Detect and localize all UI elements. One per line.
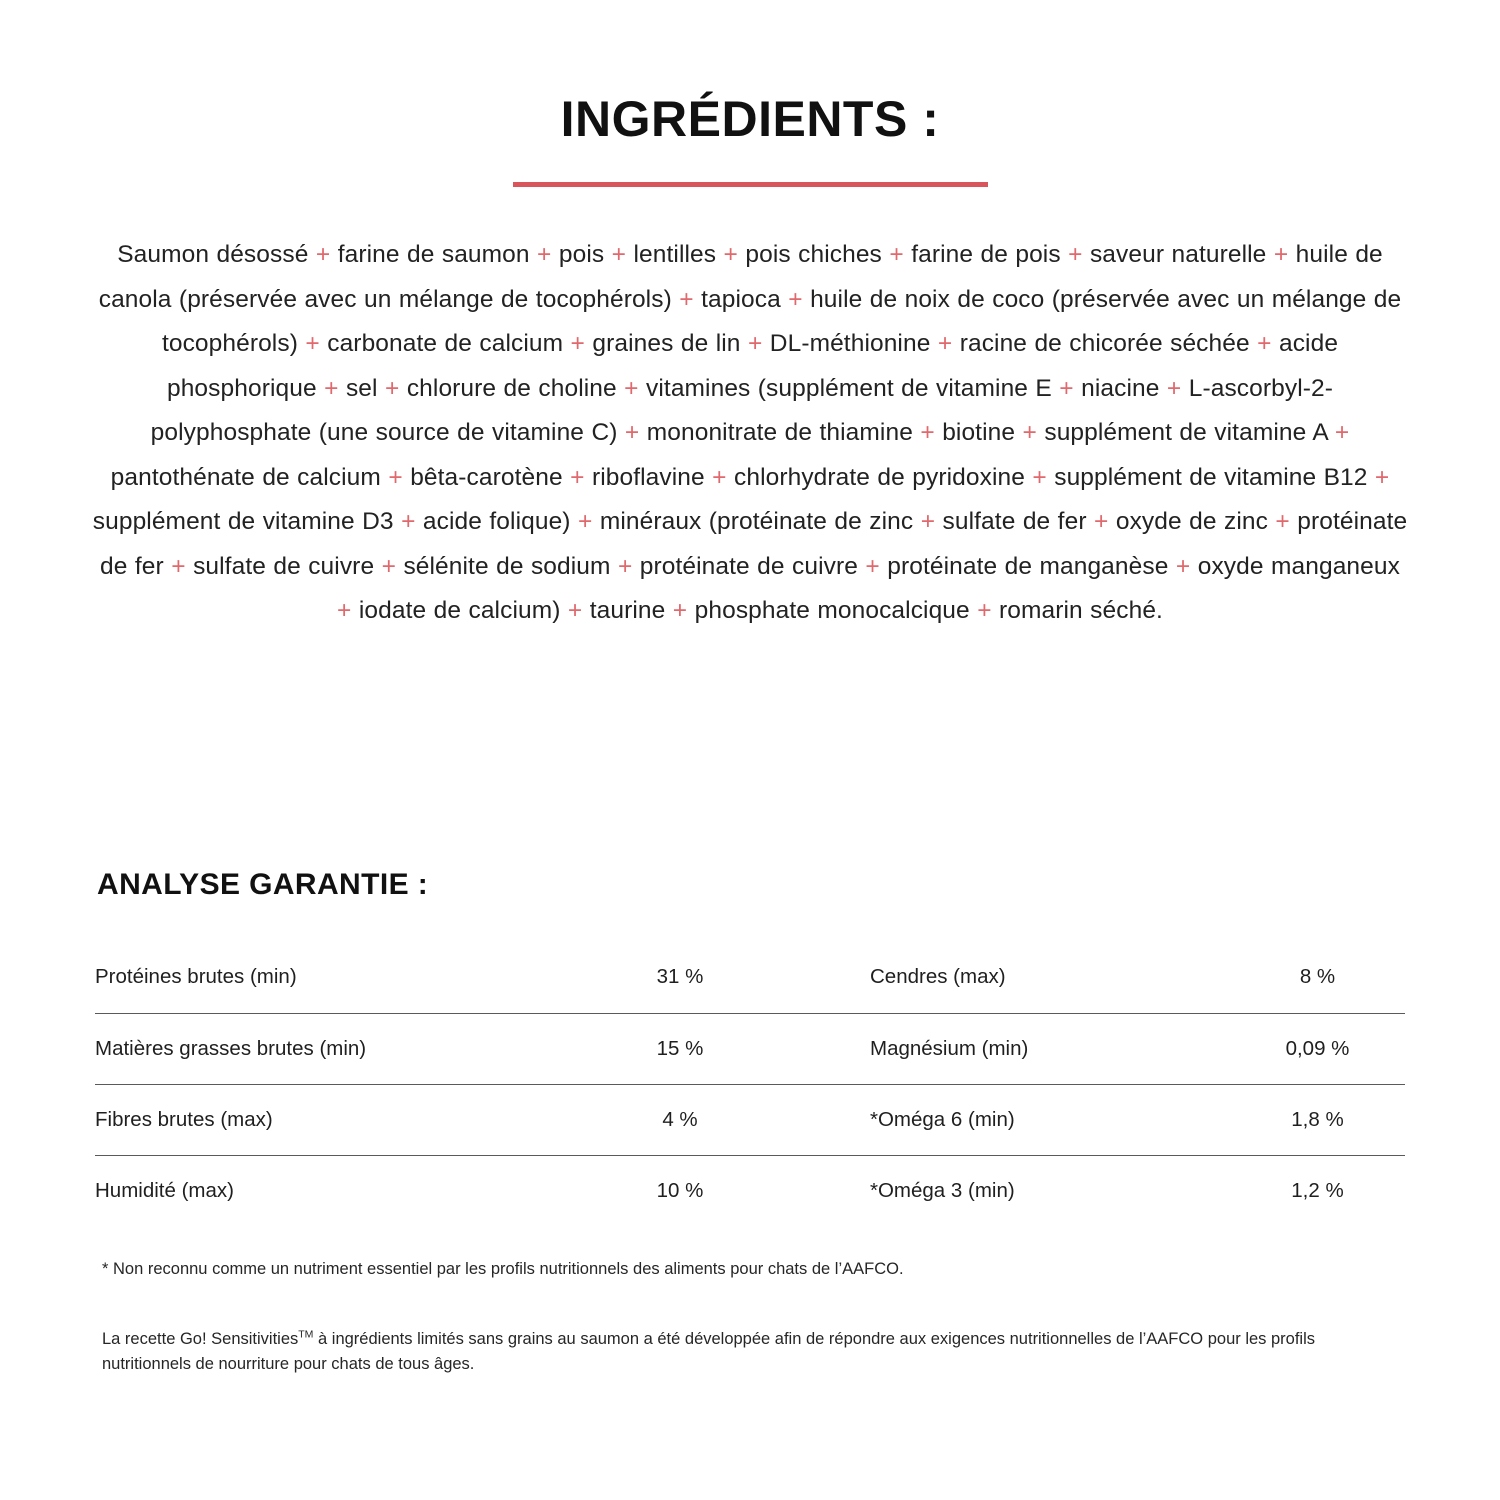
aafco-footnote-part1: La recette Go! Sensitivities <box>102 1330 299 1348</box>
ingredient-separator: + <box>889 241 904 268</box>
nutrient-value-left: 31 % <box>656 965 704 989</box>
ingredient-separator: + <box>570 330 585 357</box>
trademark-mark: TM <box>298 1328 314 1341</box>
analysis-table <box>95 942 1405 1226</box>
column-spacer <box>760 1013 870 1084</box>
ingredient-separator: + <box>171 552 186 580</box>
ingredient-separator: + <box>1032 463 1047 491</box>
asterisk-footnote: * Non reconnu comme un nutriment essentiel par les profils nutritionnels des aliments pour chats de l’AAFCO. <box>102 1260 904 1278</box>
ingredient-separator: + <box>920 419 935 446</box>
ingredient-separator: + <box>611 241 627 268</box>
ingredient-separator: + <box>1275 508 1290 535</box>
ingredient-separator: + <box>977 597 992 624</box>
ingredient-separator: + <box>920 508 936 535</box>
ingredient-separator: + <box>1374 463 1390 491</box>
table-row <box>95 1155 1405 1226</box>
ingredient-separator: + <box>788 285 803 313</box>
column-spacer <box>760 942 870 1013</box>
ingredient-separator: + <box>624 374 639 402</box>
nutrient-value-right: 1,8 % <box>1230 1084 1405 1155</box>
table-row <box>95 942 1405 1013</box>
nutrient-value-right: 8 % <box>1299 965 1336 989</box>
nutrient-value-right: 0,09 % <box>1230 1013 1405 1084</box>
ingredient-separator: + <box>1175 552 1191 580</box>
ingredient-separator: + <box>617 552 633 580</box>
nutrient-value-left: 15 % <box>600 1013 760 1084</box>
title-underline-rule <box>513 182 988 187</box>
aafco-footnote <box>102 1327 1392 1377</box>
nutrient-label-left: Matières grasses brutes (min) <box>95 1013 600 1084</box>
ingredient-separator: + <box>672 597 688 624</box>
ingredient-separator: + <box>747 330 763 357</box>
ingredient-separator: + <box>567 597 583 624</box>
analysis-title: ANALYSE GARANTIE : <box>97 868 429 901</box>
ingredients-section <box>0 0 1500 634</box>
ingredient-separator: + <box>337 597 352 624</box>
ingredient-separator: + <box>401 508 416 535</box>
ingredient-separator: + <box>937 330 953 357</box>
nutrient-label-right: *Oméga 3 (min) <box>870 1155 1230 1226</box>
ingredient-separator: + <box>865 552 880 580</box>
aafco-footnote-part2: à ingrédients limités sans grains au saumon a été développée afin de répondre aux exigences nutritionnelles de l’AAFCO pour les profils nutritionnels de nourriture pour chats de tous âges. <box>102 1330 1316 1373</box>
ingredients-title: INGRÉDIENTS : <box>560 91 940 147</box>
ingredient-separator: + <box>388 463 403 491</box>
nutrient-label-right: Magnésium (min) <box>870 1013 1230 1084</box>
ingredient-separator: + <box>537 241 552 268</box>
ingredient-separator: + <box>577 508 593 535</box>
ingredient-separator: + <box>1273 241 1289 268</box>
ingredient-separator: + <box>381 552 397 580</box>
ingredient-separator: + <box>1022 419 1037 446</box>
table-row <box>95 1084 1405 1155</box>
ingredient-separator: + <box>305 330 320 357</box>
nutrient-value-left: 4 % <box>600 1084 760 1155</box>
ingredient-separator: + <box>1166 374 1182 402</box>
ingredient-separator: + <box>723 241 738 268</box>
nutrient-value-left: 10 % <box>600 1155 760 1226</box>
ingredient-separator: + <box>324 374 339 402</box>
ingredient-separator: + <box>624 419 640 446</box>
ingredient-separator: + <box>384 374 400 402</box>
ingredient-separator: + <box>315 241 331 268</box>
ingredient-separator: + <box>1094 508 1109 535</box>
column-spacer <box>760 1155 870 1226</box>
nutrient-label-left: Protéines brutes (min) <box>95 965 297 989</box>
footnotes <box>102 1257 1392 1377</box>
ingredient-separator: + <box>679 285 694 313</box>
ingredient-separator: + <box>1059 374 1074 402</box>
nutrient-label-right: Cendres (max) <box>870 965 1006 989</box>
ingredient-separator: + <box>1334 419 1350 446</box>
nutrient-label-left: Humidité (max) <box>95 1155 600 1226</box>
guaranteed-analysis-section <box>0 868 1500 1226</box>
ingredients-text: Saumon désossé + farine de saumon + pois + lentilles + pois chiches + farine de pois + saveur naturelle + huile de canola (préservée avec un mélange de tocophérols) + tapioca + huile de noix de coco (préservée avec un mélange de tocophérols) + carbonate de calcium + graines de lin + DL-méthionine + racine de chicorée séchée + acide phosphorique + sel + chlorure de choline + vitamines (supplément de vitamine E + niacine + L-ascorbyl-2-polyphosphate (une source de vitamine C) + mononitrate de thiamine + biotine + supplément de vitamine A + pantothénate de calcium + bêta-carotène + riboflavine + chlorhydrate de pyridoxine + supplément de vitamine B12 + supplément de vitamine D3 + acide folique) + minéraux (protéinate de zinc + sulfate de fer + oxyde de zinc + protéinate de fer + sulfate de cuivre + sélénite de sodium + protéinate de cuivre + protéinate de manganèse + oxyde manganeux + iodate de calcium) + taurine + phosphate monocalcique + romarin séché. <box>92 241 1408 624</box>
ingredient-separator: + <box>1257 330 1272 357</box>
column-spacer <box>760 1084 870 1155</box>
ingredient-separator: + <box>570 463 585 491</box>
nutrient-label-left: Fibres brutes (max) <box>95 1084 600 1155</box>
ingredient-separator: + <box>712 463 727 491</box>
nutrient-value-right: 1,2 % <box>1230 1155 1405 1226</box>
nutrient-label-right: *Oméga 6 (min) <box>870 1084 1230 1155</box>
ingredient-separator: + <box>1068 241 1083 268</box>
table-row <box>95 1013 1405 1084</box>
